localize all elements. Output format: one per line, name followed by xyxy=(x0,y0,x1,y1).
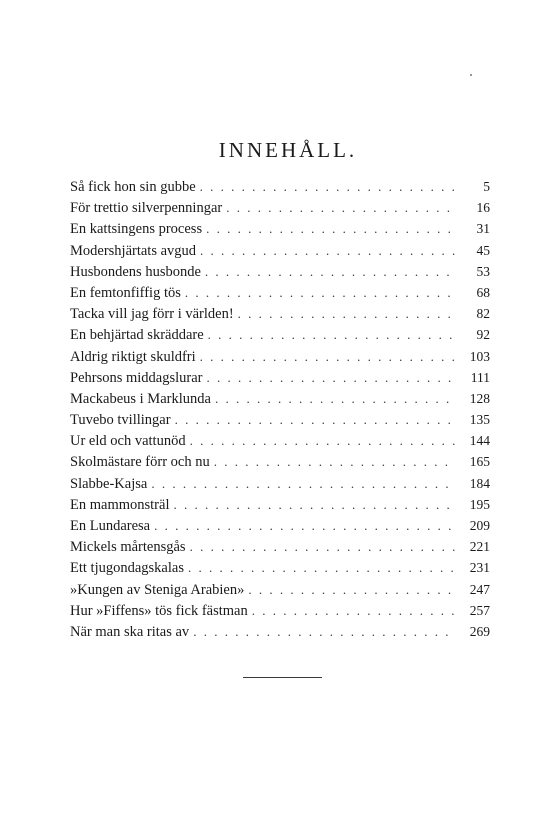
toc-entry-title: En mammonsträl xyxy=(70,496,170,513)
toc-entry xyxy=(70,367,490,388)
toc-entry xyxy=(70,388,490,409)
section-divider xyxy=(243,677,322,678)
toc-entry-title: Ur eld och vattunöd xyxy=(70,433,186,450)
toc-entry-page-number: 135 xyxy=(469,412,490,428)
toc-entry xyxy=(70,621,490,642)
dot-leader xyxy=(200,176,456,197)
toc-entry xyxy=(70,197,490,218)
dot-leader xyxy=(190,430,456,451)
toc-entry-title: Så fick hon sin gubbe xyxy=(70,179,196,195)
toc-entry-page-number: 128 xyxy=(469,390,490,406)
toc-entry-page-number: 111 xyxy=(470,369,490,385)
toc-entry-title: Skolmästare förr och nu xyxy=(70,454,210,471)
toc-entry-page-number: 209 xyxy=(469,518,490,533)
dot-leader xyxy=(200,240,456,261)
paper-speck xyxy=(470,74,472,76)
dot-leader xyxy=(173,494,456,515)
toc-entry-title: En behjärtad skräddare xyxy=(70,327,204,344)
toc-entry-page-number: 82 xyxy=(476,306,490,322)
toc-entry-title: »Kungen av Steniga Arabien» xyxy=(70,581,245,598)
dot-leader xyxy=(205,261,456,282)
toc-entry-title: Mackabeus i Marklunda xyxy=(70,390,211,407)
toc-entry-title: En Lundaresa xyxy=(70,518,151,534)
toc-entry-title: När man ska ritas av xyxy=(70,623,190,640)
dot-leader xyxy=(208,324,456,345)
toc-entry-title: För trettio silverpenningar xyxy=(70,200,223,217)
toc-entry xyxy=(70,218,490,239)
dot-leader xyxy=(226,197,456,218)
toc-entry xyxy=(70,600,490,621)
dot-leader xyxy=(207,367,457,388)
dot-leader xyxy=(252,600,456,621)
dot-leader xyxy=(238,303,456,324)
toc-entry-page-number: 184 xyxy=(469,475,490,491)
toc-entry xyxy=(70,176,490,197)
dot-leader xyxy=(193,621,456,642)
toc-entry-title: Tacka vill jag förr i världen! xyxy=(70,306,234,323)
toc-entry-title: Mickels mårtensgås xyxy=(70,539,186,556)
toc-entry-page-number: 68 xyxy=(476,284,490,300)
toc-entry-page-number: 92 xyxy=(476,327,490,343)
toc-entry-page-number: 144 xyxy=(469,433,490,449)
toc-entry-title: Modershjärtats avgud xyxy=(70,242,197,259)
toc-entry-title: Tuvebo tvillingar xyxy=(70,412,171,429)
toc-entry-page-number: 165 xyxy=(469,454,490,470)
toc-entry-page-number: 221 xyxy=(469,539,490,555)
toc-entry xyxy=(70,494,490,515)
toc-entry xyxy=(70,515,490,536)
dot-leader xyxy=(188,557,456,578)
dot-leader xyxy=(154,515,456,536)
toc-entry-title: Hur »Fiffens» tös fick fästman xyxy=(70,602,248,619)
dot-leader xyxy=(151,473,456,494)
toc-entry-page-number: 45 xyxy=(476,242,490,258)
dot-leader xyxy=(206,218,456,239)
toc-entry xyxy=(70,282,490,303)
dot-leader xyxy=(248,579,456,600)
toc-entry-page-number: 195 xyxy=(469,496,490,512)
toc-entry xyxy=(70,557,490,578)
toc-entry-page-number: 103 xyxy=(469,348,490,364)
dot-leader xyxy=(215,388,456,409)
toc-entry-title: En femtonfiffig tös xyxy=(70,284,181,301)
toc-entry-page-number: 247 xyxy=(469,581,490,597)
toc-entry-page-number: 16 xyxy=(476,200,490,216)
dot-leader xyxy=(175,409,456,430)
toc-entry xyxy=(70,579,490,600)
toc-entry-title: Ett tjugondagskalas xyxy=(70,560,184,577)
toc-entry xyxy=(70,346,490,367)
toc-entry-title: Husbondens husbonde xyxy=(70,263,201,280)
toc-entry xyxy=(70,409,490,430)
dot-leader xyxy=(200,346,456,367)
toc-entry-page-number: 269 xyxy=(469,623,490,639)
toc-entry xyxy=(70,430,490,451)
table-of-contents xyxy=(70,176,490,642)
toc-entry-page-number: 5 xyxy=(483,179,490,194)
toc-entry-title: Aldrig riktigt skuldfri xyxy=(70,348,196,365)
dot-leader xyxy=(214,451,456,472)
toc-entry-page-number: 53 xyxy=(476,263,490,279)
dot-leader xyxy=(185,282,456,303)
dot-leader xyxy=(190,536,456,557)
toc-entry xyxy=(70,451,490,472)
toc-entry-title: Slabbe-Kajsa xyxy=(70,475,148,492)
toc-entry xyxy=(70,473,490,494)
toc-entry-title: Pehrsons middagslurar xyxy=(70,369,203,386)
toc-entry xyxy=(70,303,490,324)
toc-entry-title: En kattsingens process xyxy=(70,221,203,238)
toc-entry-page-number: 257 xyxy=(469,602,490,618)
toc-entry xyxy=(70,324,490,345)
page-title: INNEHÅLL. xyxy=(218,138,358,162)
toc-entry-page-number: 31 xyxy=(476,221,490,237)
toc-entry xyxy=(70,240,490,261)
toc-entry-page-number: 231 xyxy=(469,560,490,576)
toc-entry xyxy=(70,536,490,557)
toc-entry xyxy=(70,261,490,282)
